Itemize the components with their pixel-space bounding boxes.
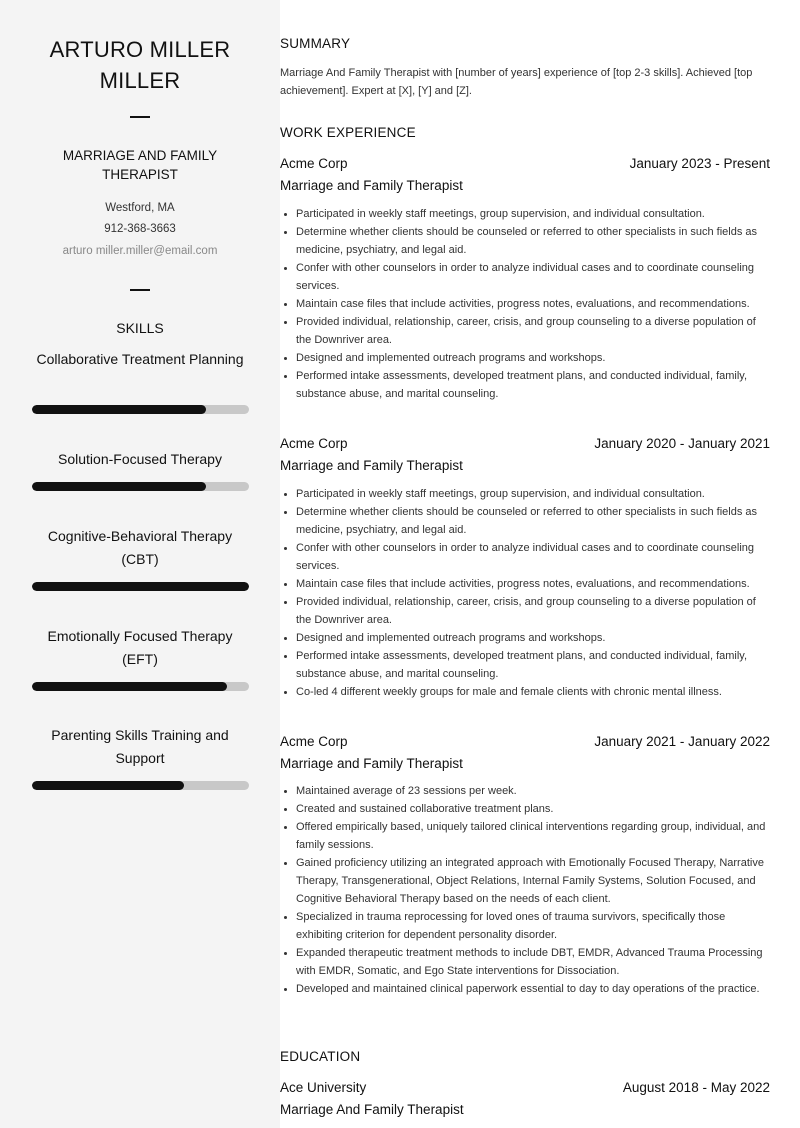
summary-heading: SUMMARY [280, 36, 351, 51]
job-role: Marriage and Family Therapist [280, 756, 463, 771]
skill-level-fill [32, 405, 206, 414]
skill-level-bar [32, 482, 249, 491]
list-item: • Offered empirically based, uniquely tailored clinical interventions regarding group, individual, and family sessions. [296, 818, 770, 854]
skill-level-fill [32, 682, 227, 691]
education-heading: EDUCATION [280, 1049, 361, 1064]
education-dates: August 2018 - May 2022 [622, 1080, 770, 1095]
work-experience-heading: WORK EXPERIENCE [280, 125, 416, 140]
skill-name: Solution-Focused Therapy [58, 451, 222, 467]
skill-level-bar [32, 582, 249, 591]
job-title: MARRIAGE AND FAMILY THERAPIST [62, 148, 218, 182]
skills-heading: SKILLS [116, 320, 164, 336]
list-item: • Designed and implemented outreach programs and workshops. [296, 349, 770, 367]
list-item: • Designed and implemented outreach programs and workshops. [296, 629, 770, 647]
education-school: Ace University [280, 1080, 367, 1095]
list-item: • Confer with other counselors in order to analyze individual cases and to coordinate counseling services. [296, 259, 770, 295]
list-item: • Participated in weekly staff meetings, group supervision, and individual consultation. [296, 485, 770, 503]
list-item: • Gained proficiency utilizing an integrated approach with Emotionally Focused Therapy, Narrative Therapy, Transgenerational, Object Relations, Internal Family Systems, Solution Focused, and Cognitive Behavioral Therapy based on the needs of each client. [296, 854, 770, 908]
divider [130, 116, 150, 118]
job-dates: January 2020 - January 2021 [594, 436, 770, 451]
list-item: • Confer with other counselors in order to analyze individual cases and to coordinate counseling services. [296, 539, 770, 575]
job-role: Marriage and Family Therapist [280, 178, 463, 193]
skill-name: Emotionally Focused Therapy (EFT) [47, 628, 233, 667]
job-company: Acme Corp [280, 734, 348, 749]
skill-level-bar [32, 682, 249, 691]
job-bullets [280, 485, 770, 701]
list-item: • Determine whether clients should be counseled or referred to other specialists in such fields as medicine, psychiatry, and legal aid. [296, 223, 770, 259]
list-item: • Developed and maintained clinical paperwork essential to day to day operations of the practice. [296, 980, 770, 998]
list-item: • Created and sustained collaborative treatment plans. [296, 800, 770, 818]
list-item: • Expanded therapeutic treatment methods to include DBT, EMDR, Advanced Trauma Processing with EMDR, Somatic, and Ego State interventions for Dissociation. [296, 944, 770, 980]
divider [130, 289, 150, 291]
list-item: • Provided individual, relationship, career, crisis, and group counseling to a diverse population of the Downriver area. [296, 313, 770, 349]
skill-level-fill [32, 582, 249, 591]
candidate-name: ARTURO MILLER MILLER [49, 37, 231, 93]
list-item: • Participated in weekly staff meetings, group supervision, and individual consultation. [296, 205, 770, 223]
job-role: Marriage and Family Therapist [280, 458, 463, 473]
job-dates: January 2023 - Present [629, 156, 770, 171]
phone: 912-368-3663 [104, 223, 176, 235]
list-item: • Maintain case files that include activities, progress notes, evaluations, and recommendations. [296, 575, 770, 593]
list-item: • Performed intake assessments, developed treatment plans, and conducted individual, family, substance abuse, and marital counseling. [296, 367, 770, 403]
list-item: • Maintain case files that include activities, progress notes, evaluations, and recommendations. [296, 295, 770, 313]
skill-name: Cognitive-Behavioral Therapy (CBT) [47, 528, 233, 567]
job-company: Acme Corp [280, 156, 348, 171]
list-item: • Performed intake assessments, developed treatment plans, and conducted individual, family, substance abuse, and marital counseling. [296, 647, 770, 683]
skill-level-fill [32, 482, 206, 491]
list-item: • Provided individual, relationship, career, crisis, and group counseling to a diverse population of the Downriver area. [296, 593, 770, 629]
sidebar [0, 0, 280, 1128]
email: arturo miller.miller@email.com [62, 245, 218, 257]
job-company: Acme Corp [280, 436, 348, 451]
job-dates: January 2021 - January 2022 [594, 734, 770, 749]
list-item: • Determine whether clients should be counseled or referred to other specialists in such fields as medicine, psychiatry, and legal aid. [296, 503, 770, 539]
location: Westford, MA [105, 202, 175, 214]
skill-name: Parenting Skills Training and Support [51, 727, 229, 766]
education-degree: Marriage And Family Therapist [280, 1102, 464, 1117]
summary-text: Marriage And Family Therapist with [number of years] experience of [top 2-3 skills]. Achieved [top achievement]. Expert at [X], [Y] and [Z]. [280, 67, 753, 97]
list-item: • Co-led 4 different weekly groups for male and female clients with chronic mental illness. [296, 683, 770, 701]
skill-level-fill [32, 781, 184, 790]
job-bullets [280, 205, 770, 403]
skill-name: Collaborative Treatment Planning [36, 351, 244, 367]
job-bullets [280, 782, 770, 998]
skill-level-bar [32, 781, 249, 790]
list-item: • Maintained average of 23 sessions per week. [296, 782, 770, 800]
skill-level-bar [32, 405, 249, 414]
list-item: • Specialized in trauma reprocessing for loved ones of trauma survivors, specifically those exhibiting criterion for dependent personality disorder. [296, 908, 770, 944]
